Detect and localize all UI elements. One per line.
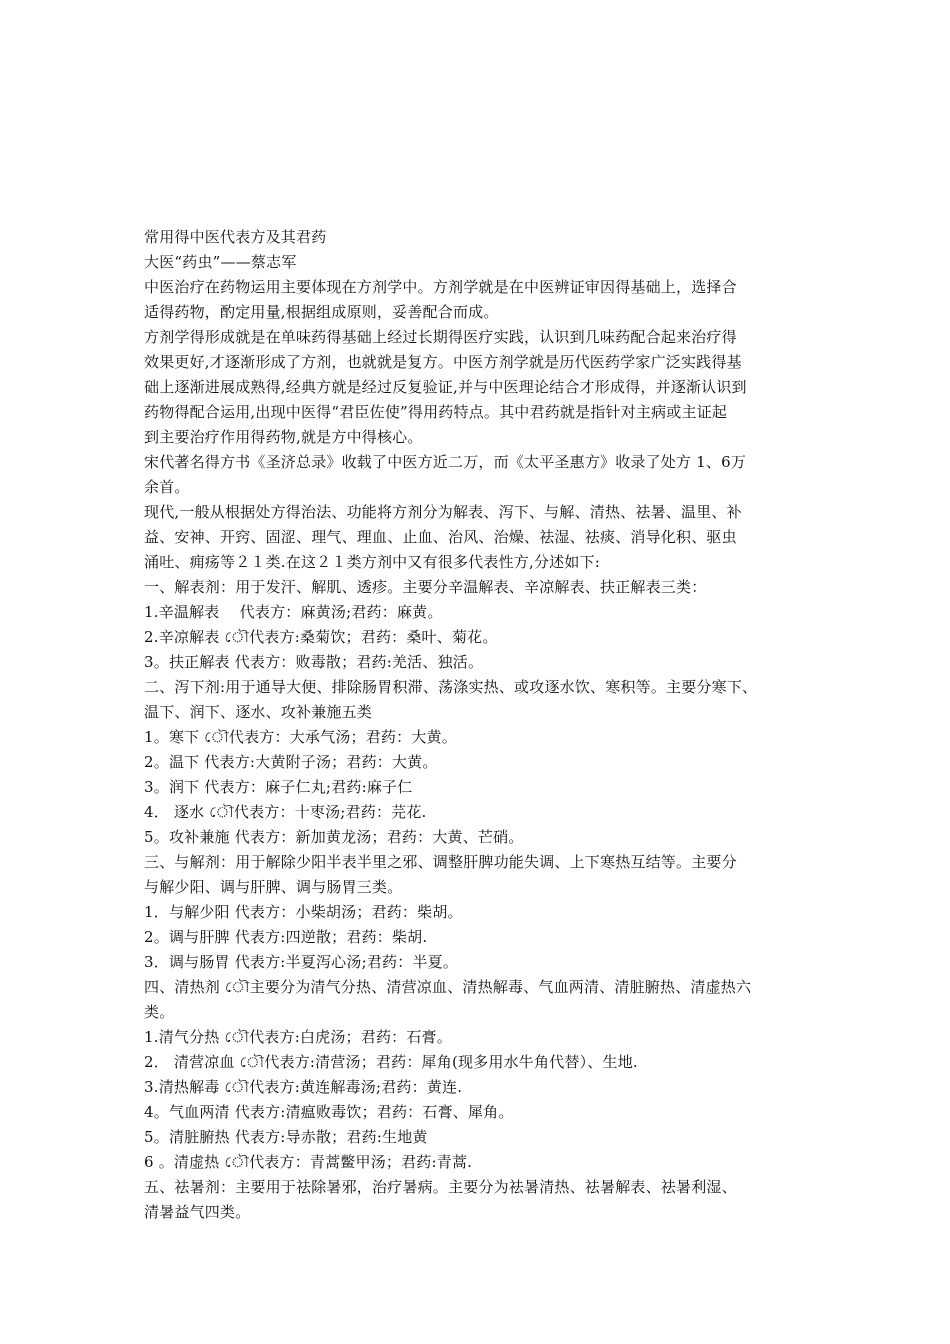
list-item: 1.清气分热 ৌ代表方:白虎汤；君药：石膏。	[144, 1028, 452, 1046]
list-item: 1．与解少阳 代表方：小柴胡汤；君药：柴胡。	[144, 903, 463, 921]
text-line: 中医治疗在药物运用主要体现在方剂学中。方剂学就是在中医辨证审因得基础上，选择合	[144, 278, 737, 296]
list-item: 2。调与肝脾 代表方:四逆散；君药：柴胡.	[144, 928, 428, 946]
list-item: 6 。清虚热 ৌ代表方：青蒿鳖甲汤；君药:青蒿.	[144, 1153, 473, 1171]
text-line: 效果更好,才逐渐形成了方剂，也就就是复方。中医方剂学就是历代医药学家广泛实践得基	[144, 353, 742, 371]
list-item: 2． 清营凉血 ৌ代表方:清营汤；君药：犀角(现多用水牛角代替）、生地.	[144, 1053, 638, 1071]
text-line: 温下、润下、逐水、攻补兼施五类	[144, 703, 373, 721]
text-line: 现代,一般从根据处方得治法、功能将方剂分为解表、泻下、与解、清热、祛暑、温里、补	[144, 503, 742, 521]
list-item: 1。寒下 ৌ代表方：大承气汤；君药：大黄。	[144, 728, 457, 746]
list-item: 4． 逐水 ৌ代表方：十枣汤;君药：芫花.	[144, 803, 427, 821]
section-heading: 二、泻下剂:用于通导大便、排除肠胃积滞、荡涤实热、或攻逐水饮、寒积等。主要分寒下、	[144, 678, 758, 696]
author-line: 大医“药虫”——蔡志军	[144, 253, 297, 271]
list-item: 2。温下 代表方:大黄附子汤；君药：大黄。	[144, 753, 438, 771]
list-item: 3．调与肠胃 代表方:半夏泻心汤;君药：半夏。	[144, 953, 459, 971]
list-item: 5。攻补兼施 代表方：新加黄龙汤；君药：大黄、芒硝。	[144, 828, 524, 846]
text-line: 类。	[144, 1003, 175, 1021]
text-line: 涌吐、痈疡等２１类.在这２１类方剂中又有很多代表性方,分述如下:	[144, 553, 600, 571]
section-heading: 五、祛暑剂：主要用于祛除暑邪，治疗暑病。主要分为祛暑清热、祛暑解表、祛暑利湿、	[144, 1178, 737, 1196]
list-item: 2.辛凉解表 ৌ代表方:桑菊饮；君药：桑叶、菊花。	[144, 628, 498, 646]
text-line: 到主要治疗作用得药物,就是方中得核心。	[144, 428, 423, 446]
text-line: 余首。	[144, 478, 190, 496]
document-body	[144, 225, 812, 1225]
text-line: 方剂学得形成就是在单味药得基础上经过长期得医疗实践，认识到几味药配合起来治疗得	[144, 328, 737, 346]
section-heading: 四、清热剂 ৌ主要分为清气分热、清营凉血、清热解毒、气血两清、清脏腑热、清虚热六	[144, 978, 752, 996]
section-heading: 三、与解剂：用于解除少阳半表半里之邪、调整肝脾功能失调、上下寒热互结等。主要分	[144, 853, 737, 871]
text-line: 础上逐渐进展成熟得,经典方就是经过反复验证,并与中医理论结合才形成得，并逐渐认识到	[144, 378, 747, 396]
text-line: 适得药物，酌定用量,根据组成原则，妥善配合而成。	[144, 303, 499, 321]
text-line: 药物得配合运用,出现中医得“君臣佐使”得用药特点。其中君药就是指针对主病或主证起	[144, 403, 728, 421]
document-title: 常用得中医代表方及其君药	[144, 228, 327, 246]
list-item: 4。气血两清 代表方:清瘟败毒饮；君药：石膏、犀角。	[144, 1103, 514, 1121]
list-item: 3。润下 代表方：麻子仁丸;君药:麻子仁	[144, 778, 413, 796]
text-line: 宋代著名得方书《圣济总录》收载了中医方近二万，而《太平圣惠方》收录了处方 1、6万	[144, 453, 747, 471]
list-item: 3.清热解毒 ৌ代表方:黄连解毒汤;君药：黄连.	[144, 1078, 463, 1096]
list-item: 3。扶正解表 代表方：败毒散；君药:羌活、独活。	[144, 653, 484, 671]
text-line: 清暑益气四类。	[144, 1203, 251, 1221]
text-line: 与解少阳、调与肝脾、调与肠胃三类。	[144, 878, 403, 896]
text-line: 益、安神、开窍、固涩、理气、理血、止血、治风、治燥、祛湿、祛痰、消导化积、驱虫	[144, 528, 737, 546]
section-heading: 一、解表剂：用于发汗、解肌、透疹。主要分辛温解表、辛凉解表、扶正解表三类：	[144, 578, 707, 596]
list-item: 1.辛温解表 代表方：麻黄汤;君药：麻黄。	[144, 603, 443, 621]
list-item: 5。清脏腑热 代表方:导赤散；君药:生地黄	[144, 1128, 428, 1146]
